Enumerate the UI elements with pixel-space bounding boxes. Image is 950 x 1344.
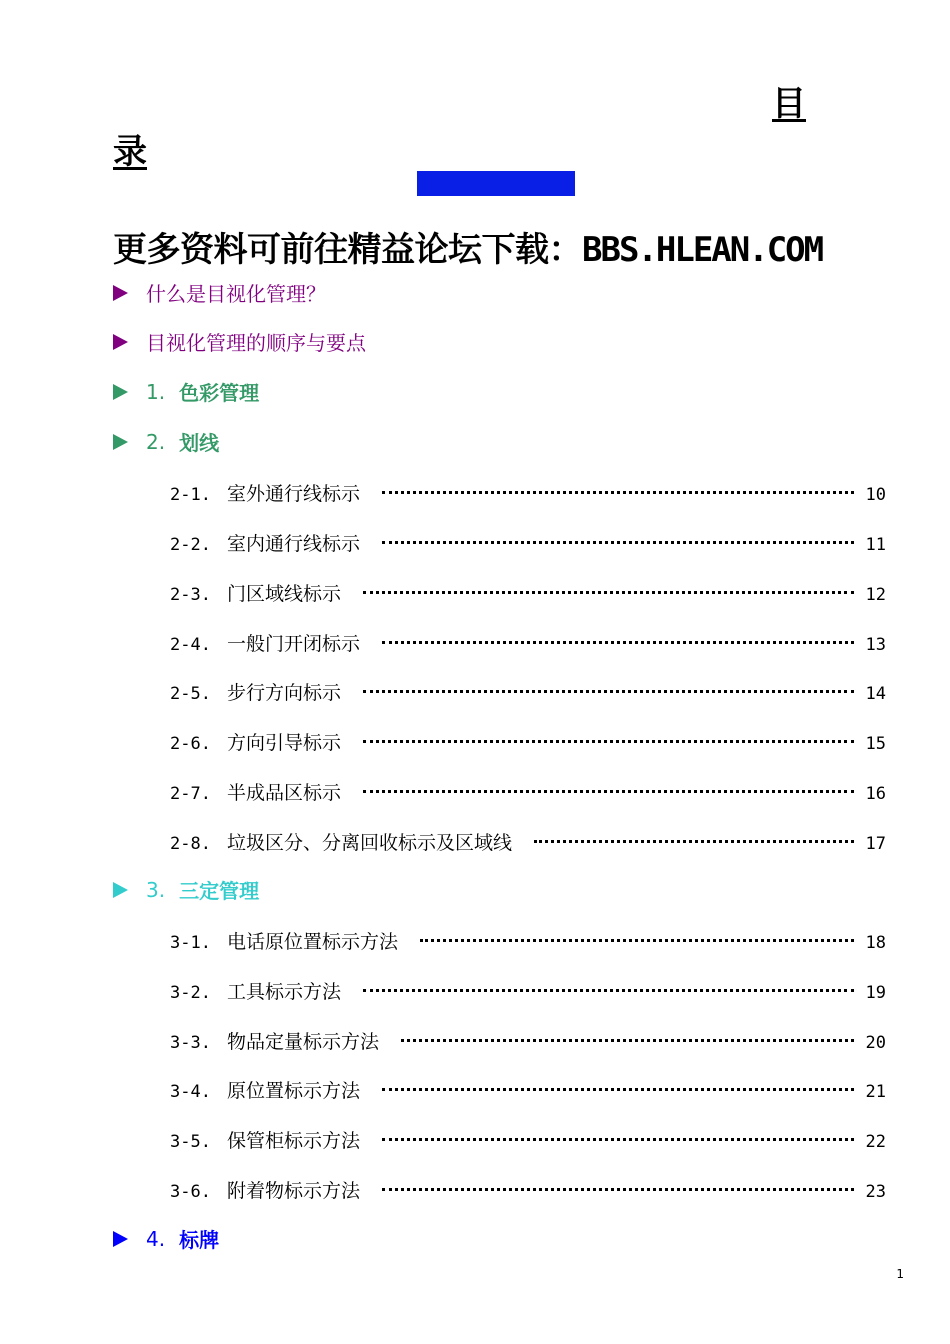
entry-number: 2-3.	[170, 585, 211, 605]
entry-number: 2-7.	[170, 784, 211, 804]
entry-label: 物品定量标示方法	[227, 1031, 380, 1053]
toc-entry[interactable]	[170, 778, 886, 805]
entry-label: 室内通行线标示	[227, 533, 361, 555]
triangle-bullet-icon	[113, 334, 128, 350]
entry-label: 电话原位置标示方法	[227, 931, 399, 953]
blue-highlight-bar	[417, 171, 575, 196]
entry-label: 工具标示方法	[227, 981, 342, 1003]
entry-number: 3-6.	[170, 1182, 211, 1202]
toc-title-char-2: 录	[113, 132, 147, 172]
toc-entry[interactable]	[170, 678, 886, 705]
toc-entry[interactable]	[170, 579, 886, 606]
section-label: 划线	[179, 431, 220, 455]
triangle-bullet-icon	[113, 882, 128, 898]
entry-label: 方向引导标示	[227, 732, 342, 754]
forum-download-banner	[113, 222, 822, 271]
entry-number: 2-4.	[170, 635, 211, 655]
toc-section-3[interactable]	[113, 377, 259, 406]
section-label: 三定管理	[179, 879, 260, 903]
toc-section-4[interactable]	[113, 427, 219, 456]
entry-page: 19	[865, 983, 886, 1003]
entry-label: 原位置标示方法	[227, 1080, 361, 1102]
entry-page: 14	[865, 684, 886, 704]
dot-leader	[363, 740, 854, 743]
toc-entry[interactable]	[170, 1076, 886, 1103]
section-label: 什么是目视化管理？	[146, 282, 326, 306]
dot-leader	[382, 1138, 854, 1141]
entry-page: 22	[865, 1132, 886, 1152]
section-number: 3.	[146, 877, 166, 902]
entry-label: 步行方向标示	[227, 682, 342, 704]
entry-label: 门区域线标示	[227, 583, 342, 605]
entry-page: 21	[865, 1082, 886, 1102]
entry-number: 2-1.	[170, 485, 211, 505]
entry-number: 3-5.	[170, 1132, 211, 1152]
toc-entry[interactable]	[170, 529, 886, 556]
dot-leader	[382, 641, 854, 644]
section-label: 目视化管理的顺序与要点	[146, 331, 366, 355]
dot-leader	[382, 491, 854, 494]
dot-leader	[363, 690, 854, 693]
banner-text: 更多资料可前往精益论坛下载：	[113, 230, 582, 270]
entry-page: 18	[865, 933, 886, 953]
toc-entry[interactable]	[170, 927, 886, 954]
section-label: 标牌	[179, 1228, 220, 1252]
entry-page: 23	[865, 1182, 886, 1202]
section-number: 1.	[146, 379, 166, 404]
entry-label: 垃圾区分、分离回收标示及区域线	[227, 832, 513, 854]
triangle-bullet-icon	[113, 384, 128, 400]
entry-label: 室外通行线标示	[227, 483, 361, 505]
entry-page: 20	[865, 1033, 886, 1053]
entry-page: 12	[865, 585, 886, 605]
entry-page: 10	[865, 485, 886, 505]
dot-leader	[363, 790, 854, 793]
triangle-bullet-icon	[113, 1231, 128, 1247]
toc-entry[interactable]	[170, 828, 886, 855]
entry-label: 附着物标示方法	[227, 1180, 361, 1202]
toc-entry[interactable]	[170, 629, 886, 656]
dot-leader	[420, 939, 854, 942]
dot-leader	[382, 541, 854, 544]
section-number: 2.	[146, 429, 166, 454]
dot-leader	[382, 1188, 854, 1191]
toc-title-char-1: 目	[772, 84, 806, 124]
dot-leader	[534, 840, 854, 843]
entry-number: 2-6.	[170, 734, 211, 754]
dot-leader	[363, 591, 854, 594]
entry-number: 3-2.	[170, 983, 211, 1003]
entry-number: 3-1.	[170, 933, 211, 953]
toc-entry[interactable]	[170, 977, 886, 1004]
toc-section-1[interactable]	[113, 278, 326, 307]
page-number: 1	[896, 1267, 904, 1281]
toc-entry[interactable]	[170, 479, 886, 506]
entry-page: 11	[865, 535, 886, 555]
entry-label: 半成品区标示	[227, 782, 342, 804]
entry-number: 3-3.	[170, 1033, 211, 1053]
toc-section-5[interactable]	[113, 875, 259, 904]
toc-entry[interactable]	[170, 728, 886, 755]
entry-number: 2-2.	[170, 535, 211, 555]
entry-page: 17	[865, 834, 886, 854]
toc-section-2[interactable]	[113, 327, 366, 356]
entry-page: 16	[865, 784, 886, 804]
toc-section-6[interactable]	[113, 1224, 219, 1253]
entry-label: 保管柜标示方法	[227, 1130, 361, 1152]
entry-page: 13	[865, 635, 886, 655]
entry-number: 2-8.	[170, 834, 211, 854]
banner-url[interactable]: BBS.HLEAN.COM	[582, 230, 823, 270]
entry-page: 15	[865, 734, 886, 754]
entry-label: 一般门开闭标示	[227, 633, 361, 655]
entry-number: 3-4.	[170, 1082, 211, 1102]
dot-leader	[401, 1039, 854, 1042]
entry-number: 2-5.	[170, 684, 211, 704]
toc-entry[interactable]	[170, 1126, 886, 1153]
toc-entry[interactable]	[170, 1176, 886, 1203]
dot-leader	[363, 989, 854, 992]
section-label: 色彩管理	[179, 381, 260, 405]
dot-leader	[382, 1088, 854, 1091]
triangle-bullet-icon	[113, 434, 128, 450]
toc-entry[interactable]	[170, 1027, 886, 1054]
section-number: 4.	[146, 1226, 166, 1251]
triangle-bullet-icon	[113, 285, 128, 301]
